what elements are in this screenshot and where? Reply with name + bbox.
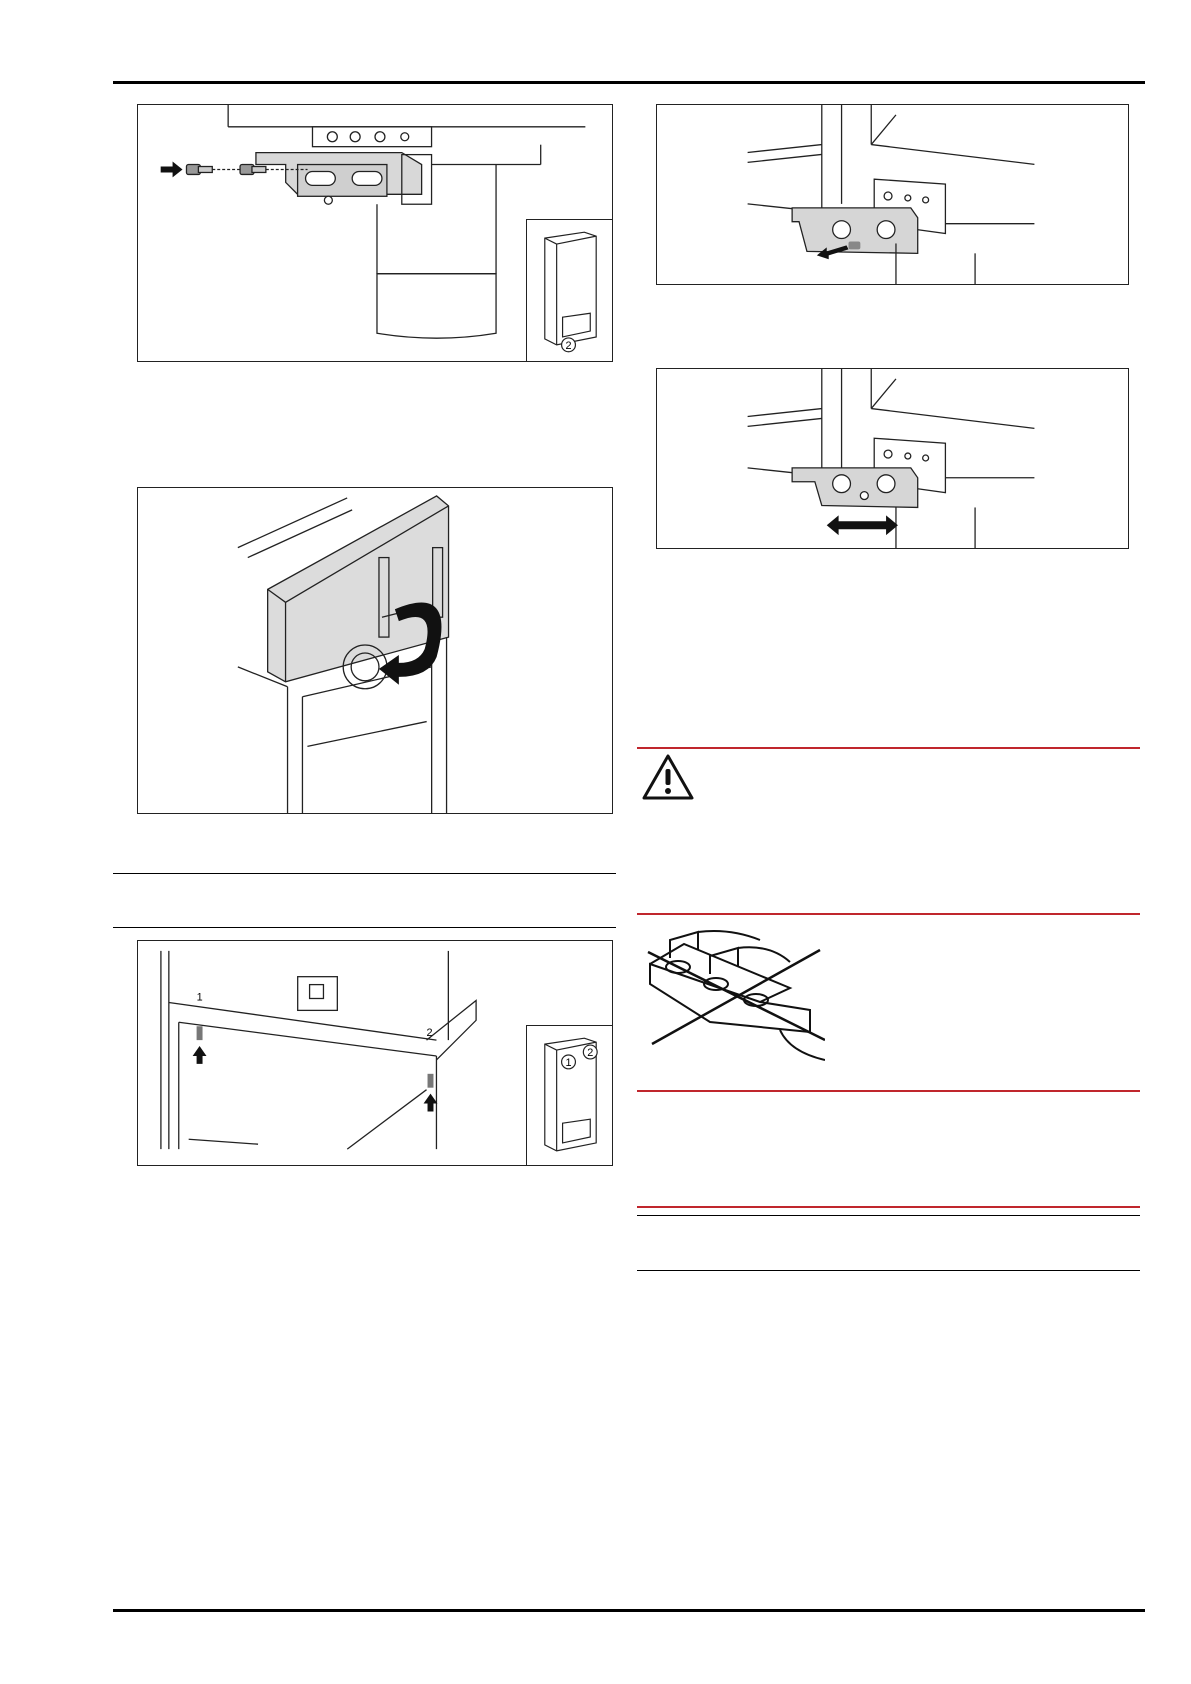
warning-rule-top [637, 747, 1140, 749]
hinge-adjust-illustration [657, 369, 1128, 548]
cabinet-inset-drawing [527, 220, 612, 361]
note-rule-bottom [637, 1270, 1140, 1271]
section-rule-bottom [113, 927, 616, 928]
inset-callout-number: 2 [565, 339, 572, 352]
inset-callout-a: 1 [565, 1056, 572, 1069]
warning-rule-bottom [637, 1206, 1140, 1208]
figure-hinge-screw-removal [137, 104, 613, 362]
inset-callout-b: 2 [587, 1046, 594, 1059]
cabinet-inset [526, 219, 612, 361]
warning-triangle-icon [640, 752, 696, 802]
multi-socket-prohibited-illustration [640, 922, 825, 1082]
cabinet-inset-2-drawing [527, 1026, 612, 1165]
figure-hinge-adjustment [656, 368, 1129, 549]
screw-marker-right: 2 [426, 1027, 433, 1040]
footer-rule [113, 1609, 1145, 1612]
fold-cover-illustration [138, 488, 612, 813]
warning-rule-mid [637, 913, 1140, 915]
figure-door-hinge-screw-out [656, 104, 1129, 285]
screw-marker-left: 1 [196, 991, 203, 1004]
warning-rule-lower [637, 1090, 1140, 1092]
figure-fasten-screws [137, 940, 613, 1166]
door-hinge-illustration [657, 105, 1128, 284]
cabinet-inset-2 [526, 1025, 612, 1165]
header-rule [113, 81, 1145, 84]
figure-fold-cover [137, 487, 613, 814]
section-rule-top [113, 873, 616, 874]
note-rule-top [637, 1215, 1140, 1216]
